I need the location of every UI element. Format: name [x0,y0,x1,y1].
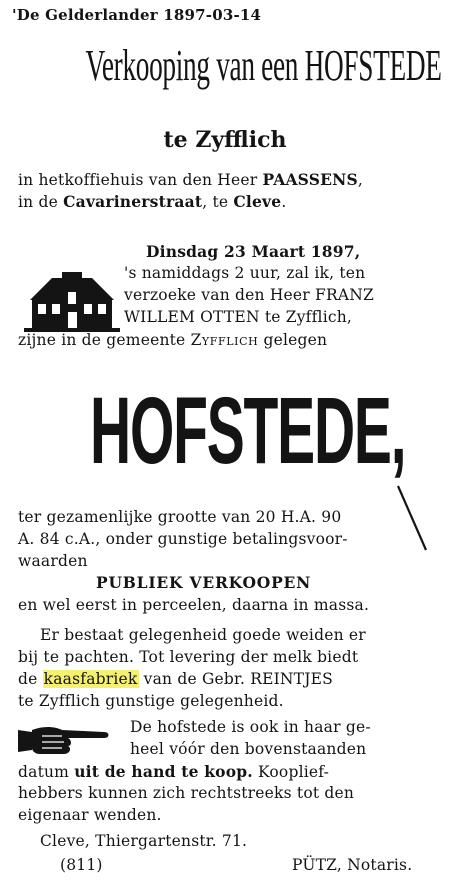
occasion-suffix: van de Gebr. REINTJES [138,670,333,688]
notary-signature: PÜTZ, Notaris. [292,856,413,874]
private-line-1: De hofstede is ook in haar ge- [130,718,371,736]
street-end: . [281,193,287,211]
public-sale-heading: PUBLIEK VERKOOPEN [96,573,312,592]
venue-owner: PAASSENS [262,170,358,189]
advertisement-title: Verkooping van een HOFSTEDE [85,41,442,90]
ad-number: (811) [60,856,103,874]
private-sale-phrase: uit de hand te koop. [74,762,253,781]
occasion-line-2: bij te pachten. Tot levering der melk biedt [18,648,359,666]
property-heading: HOFSTEDE, [90,378,406,484]
owner-line: WILLEM OTTEN te Zyfflich, [124,308,353,326]
sale-method-line: en wel eerst in perceelen, daarna in massa. [18,596,370,614]
municipality-name: Zyfflich [190,331,259,349]
request-line: verzoeke van den Heer FRANZ [124,286,374,304]
pen-stroke-mark [392,484,432,554]
sale-date: Dinsdag 23 Maart 1897, [146,242,361,261]
municipality-suffix: gelegen [258,331,328,349]
venue-line [18,170,363,189]
location-subtitle: te Zyfflich [163,127,287,153]
city-name: Cleve [233,192,282,211]
venue-text: in hetkoffiehuis van den Heer [18,171,263,189]
private-prefix: datum [18,763,75,781]
private-line-2: heel vóór den bovenstaanden [130,740,367,758]
pointing-hand-icon [18,720,110,760]
street-line [18,192,286,211]
occasion-prefix: de [18,670,43,688]
street-prefix: in de [18,193,64,211]
private-line-3 [18,762,329,781]
private-suffix: Kooplief- [252,763,330,781]
size-line-3: waarden [18,552,88,570]
occasion-line-1: Er bestaat gelegenheid goede weiden er [40,626,366,644]
private-line-4: hebbers kunnen zich rechtstreeks tot den [18,784,355,802]
venue-comma: , [357,171,364,189]
sale-time-line: 's namiddags 2 uur, zal ik, ten [124,264,366,282]
house-icon [22,270,122,334]
notary-address: Cleve, Thiergartenstr. 71. [40,832,248,850]
street-name: Cavarinerstraat [63,192,203,211]
municipality-prefix: zijne in de gemeente [18,331,191,349]
occasion-line-3 [18,670,333,688]
highlighted-term: kaasfabriek [43,670,138,688]
private-line-5: eigenaar wenden. [18,806,162,824]
occasion-line-4: te Zyfflich gunstige gelegenheid. [18,692,284,710]
street-mid: , te [202,193,234,211]
size-line-2: A. 84 c.A., onder gunstige betalingsvoor- [18,530,348,548]
newspaper-source: 'De Gelderlander 1897-03-14 [12,6,262,24]
municipality-line [18,331,327,349]
size-line-1: ter gezamenlijke grootte van 20 H.A. 90 [18,508,342,526]
